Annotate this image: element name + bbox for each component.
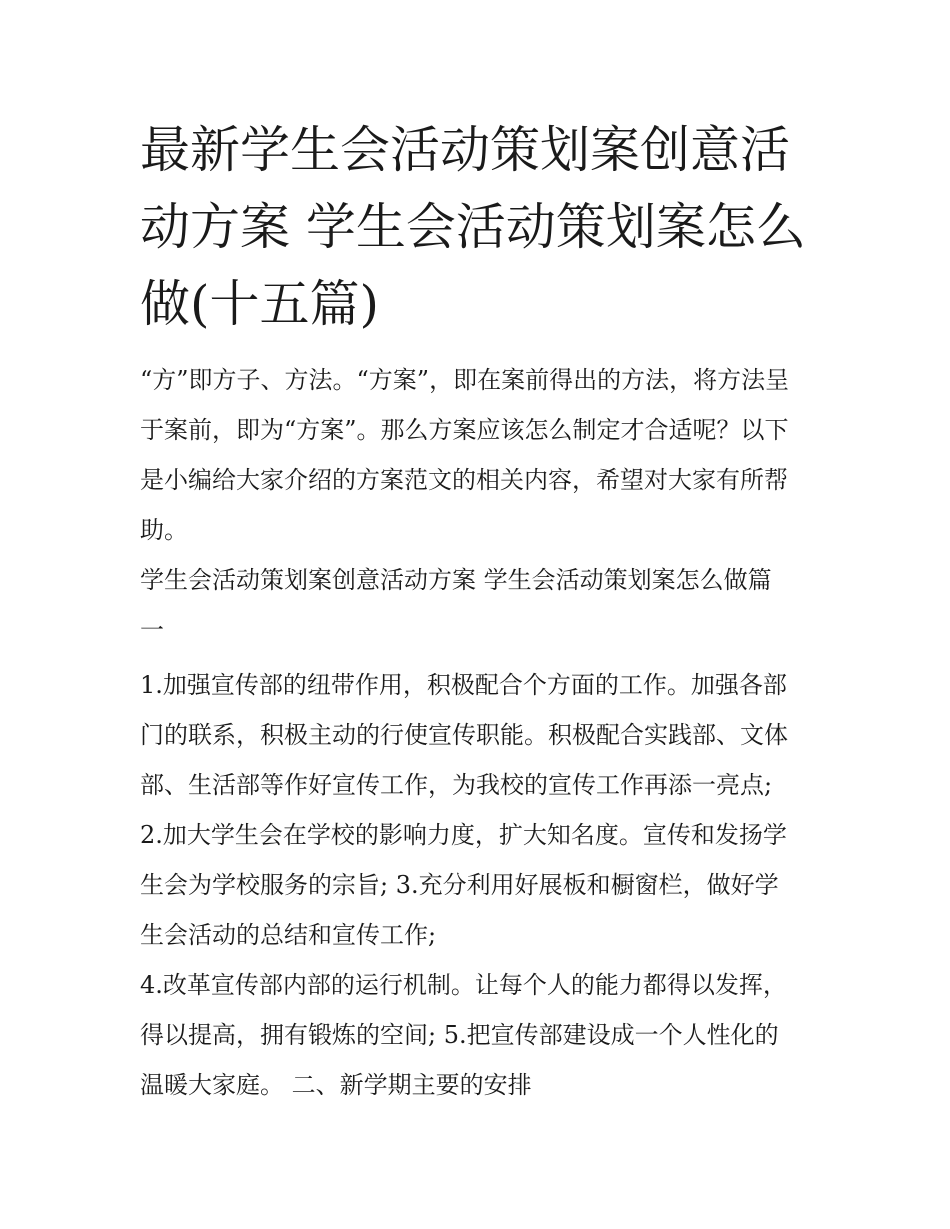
text-line: 生会活动的总结和宣传工作;: [140, 921, 437, 949]
text-line: 部、生活部等作好宣传工作，为我校的宣传工作再添一亮点;: [140, 771, 773, 799]
text-line: 温暖大家庭。 二、新学期主要的安排: [140, 1071, 532, 1099]
text-line: 2.加大学生会在学校的影响力度，扩大知名度。宣传和发扬学: [140, 821, 787, 849]
title-line: 做(十五篇): [140, 275, 380, 333]
text-line: 门的联系，积极主动的行使宣传职能。积极配合实践部、文体: [140, 721, 788, 749]
section-heading: [140, 555, 820, 655]
body-paragraph: [140, 660, 820, 1110]
title-line: 动方案 学生会活动策划案怎么: [140, 198, 806, 256]
text-line: 是小编给大家介绍的方案范文的相关内容，希望对大家有所帮: [140, 466, 788, 494]
text-line: “方”即方子、方法。“方案”，即在案前得出的方法，将方法呈: [140, 366, 790, 394]
text-line: 助。: [140, 516, 188, 544]
text-line: 学生会活动策划案创意活动方案 学生会活动策划案怎么做篇: [140, 566, 772, 594]
title-line: 最新学生会活动策划案创意活: [140, 121, 790, 179]
text-line: 生会为学校服务的宗旨; 3.充分利用好展板和橱窗栏，做好学: [140, 871, 779, 899]
intro-paragraph: [140, 355, 820, 555]
document-title: [140, 112, 820, 343]
text-line: 1.加强宣传部的纽带作用，积极配合个方面的工作。加强各部: [140, 671, 787, 699]
text-line: 于案前，即为“方案”。那么方案应该怎么制定才合适呢？以下: [140, 416, 789, 444]
text-line: 4.改革宣传部内部的运行机制。让每个人的能力都得以发挥，: [140, 971, 787, 999]
text-line: 得以提高，拥有锻炼的空间; 5.把宣传部建设成一个人性化的: [140, 1021, 779, 1049]
text-line: 一: [140, 616, 164, 644]
